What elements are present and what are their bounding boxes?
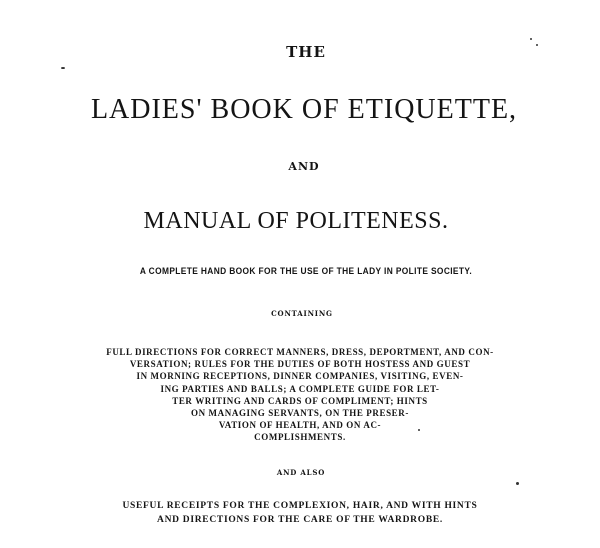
contents-line: VATION OF HEALTH, AND ON AC- <box>218 420 382 431</box>
contents-line: ING PARTIES AND BALLS; A COMPLETE GUIDE FOR LET- <box>160 383 440 394</box>
ink-speck <box>530 38 532 40</box>
receipts-block <box>0 499 600 527</box>
book-subtitle: MANUAL OF POLITENESS. <box>143 208 449 234</box>
contents-line: IN MORNING RECEPTIONS, DINNER COMPANIES, VISITING, EVEN- <box>136 371 464 382</box>
contents-line: COMPLISHMENTS. <box>254 432 346 443</box>
kicker-the: THE <box>286 43 326 61</box>
ink-speck <box>516 482 519 485</box>
contents-line: TER WRITING AND CARDS OF COMPLIMENT; HINTS <box>172 395 428 406</box>
book-description: A COMPLETE HAND BOOK FOR THE USE OF THE LADY IN POLITE SOCIETY. <box>139 266 473 276</box>
contents-block <box>0 346 600 444</box>
contents-line: VERSATION; RULES FOR THE DUTIES OF BOTH HOSTESS AND GUEST <box>129 359 471 370</box>
book-title: LADIES' BOOK OF ETIQUETTE, <box>90 94 518 125</box>
receipts-line: USEFUL RECEIPTS FOR THE COMPLEXION, HAIR, AND WITH HINTS <box>122 501 478 511</box>
and-also-label: AND ALSO <box>276 468 326 477</box>
conjunction-and: AND <box>288 160 320 173</box>
contents-line: FULL DIRECTIONS FOR CORRECT MANNERS, DRESS, DEPORTMENT, AND CON- <box>106 347 494 357</box>
ink-speck <box>536 44 538 46</box>
receipts-line: AND DIRECTIONS FOR THE CARE OF THE WARDROBE. <box>157 515 443 525</box>
ink-speck <box>418 429 420 431</box>
ink-speck <box>61 67 65 69</box>
contents-line: ON MANAGING SERVANTS, ON THE PRESER- <box>191 408 409 419</box>
containing-label: CONTAINING <box>271 309 333 318</box>
